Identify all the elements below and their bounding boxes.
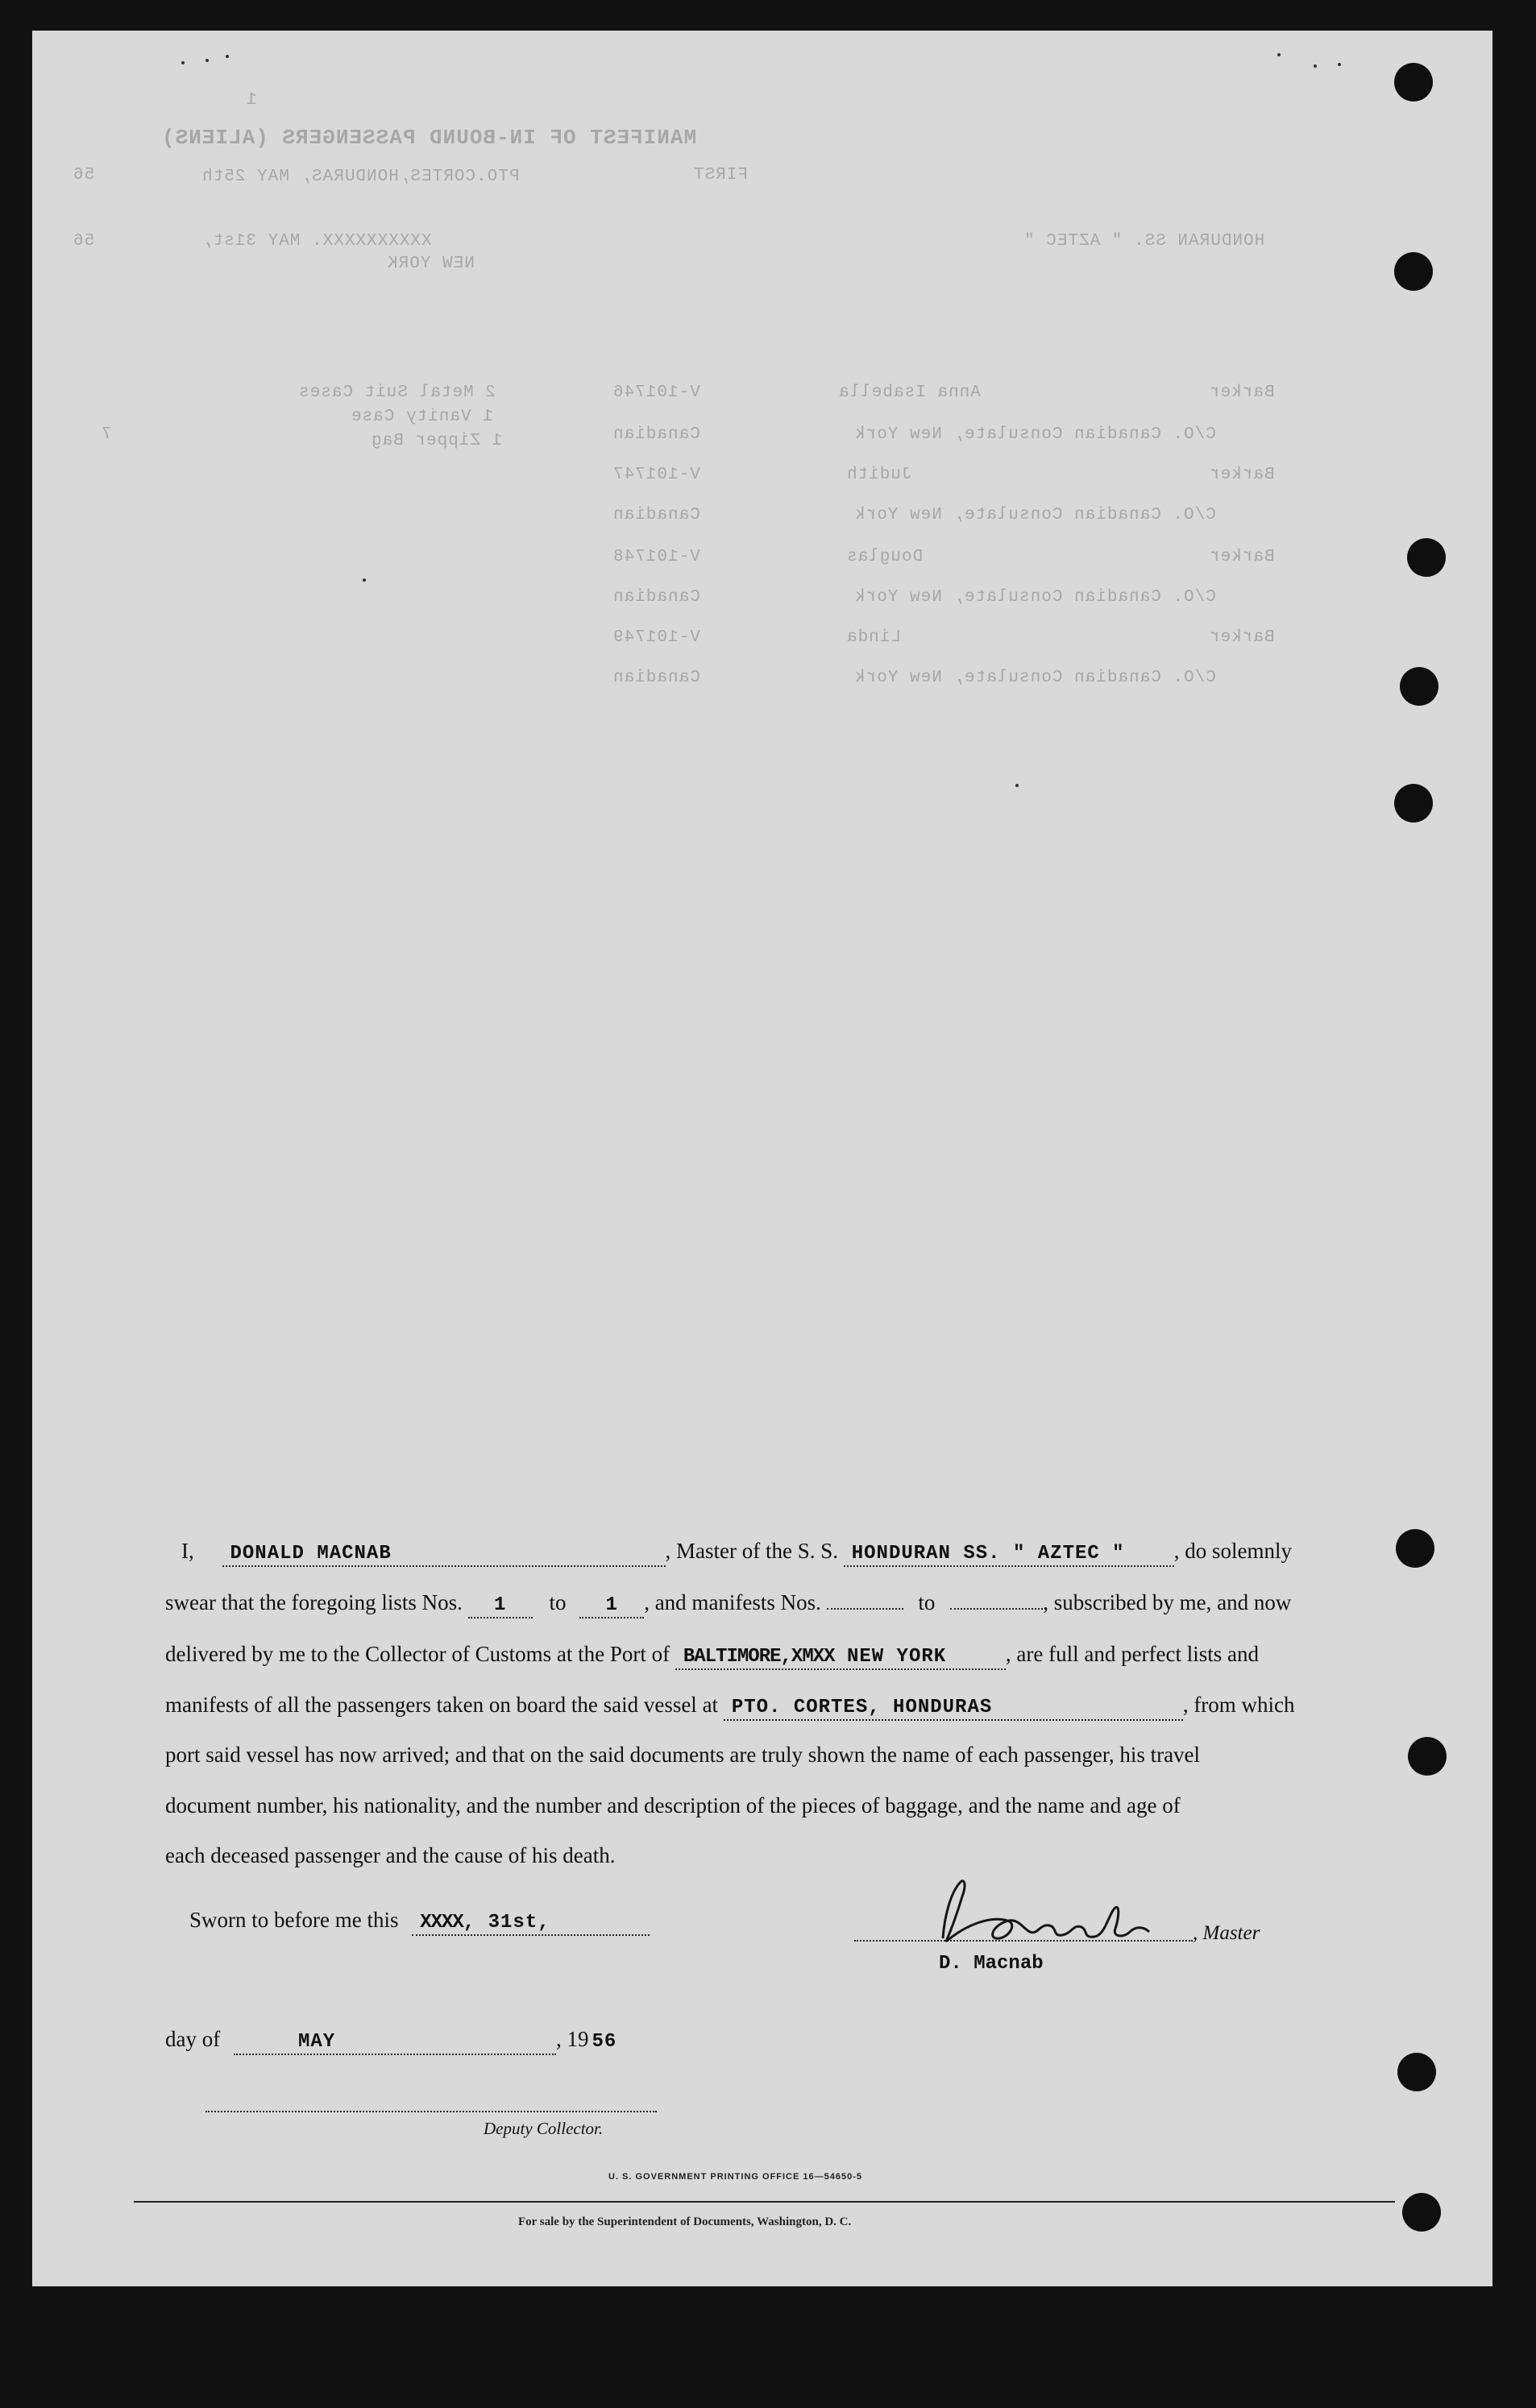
ink-speck (1314, 64, 1317, 68)
footer-rule (134, 2201, 1395, 2203)
ghost-row-surname: Barker (1209, 466, 1275, 484)
ghost-row-given: Judith (846, 466, 912, 484)
sworn-day-field (412, 1912, 650, 1936)
ink-speck (1338, 63, 1341, 66)
ghost-ship: HONDURAN SS. " AZTEC " (1023, 232, 1265, 251)
oath-line-2: swear that the foregoing lists Nos. 1 to 1 , and manifests Nos. to , subscribed by me, and now (165, 1590, 1291, 1618)
ghost-year-top: 56 (73, 166, 95, 184)
ghost-row-surname: C/O. Canadian Consulate, New York (854, 588, 1216, 607)
ink-speck (1015, 784, 1019, 787)
punch-hole (1400, 667, 1438, 706)
ghost-row-doc: V-101746 (612, 383, 700, 402)
ghost-row-doc: Canadian (612, 425, 700, 444)
day-value: , 31st, (463, 1912, 550, 1933)
ghost-row-doc: Canadian (612, 669, 700, 687)
ghost-row-baggage: 1 Vanity Case (351, 408, 493, 426)
manifest-to-field (950, 1608, 1043, 1610)
day-of-line: day of MAY , 19 56 (165, 2027, 636, 2055)
ghost-row-surname: Barker (1209, 548, 1275, 566)
ghost-row-surname: Barker (1209, 628, 1275, 647)
ink-speck (205, 59, 209, 62)
oath-line-1: I, DONALD MACNAB , Master of the S. S. HONDURAN SS. " AZTEC " , do solemnly (181, 1539, 1292, 1567)
for-sale-note: For sale by the Superintendent of Documents, Washington, D. C. (518, 2215, 852, 2228)
oath-line-3: delivered by me to the Collector of Customs at the Port of BALTIMORE,XMXX NEW YORK , are full and perfect lists and (165, 1642, 1259, 1670)
list-to-field: 1 (579, 1594, 644, 1618)
ghost-row-doc: V-101747 (612, 466, 700, 484)
master-name-field: DONALD MACNAB (222, 1543, 666, 1567)
punch-hole (1407, 538, 1446, 577)
port-value: NEW YORK (846, 1646, 947, 1668)
ink-speck (226, 55, 229, 58)
punch-hole (1394, 63, 1433, 102)
deputy-collector-line (205, 2111, 657, 2112)
ghost-row-surname: C/O. Canadian Consulate, New York (854, 506, 1216, 524)
oath-line-4: manifests of all the passengers taken on board the said vessel at PTO. CORTES, HONDURAS , from which (165, 1693, 1295, 1721)
ghost-row-doc: V-101748 (612, 548, 700, 566)
struck-port: BALTIMORE,XMXX (683, 1646, 835, 1668)
oath-line-6: document number, his nationality, and the number and description of the pieces of baggage, and the name and age of (165, 1793, 1181, 1817)
list-from-field: 1 (468, 1594, 533, 1618)
ghost-row-surname: C/O. Canadian Consulate, New York (854, 669, 1216, 687)
origin-port-field: PTO. CORTES, HONDURAS (724, 1697, 1183, 1721)
ship-name-field: HONDURAN SS. " AZTEC " (844, 1543, 1174, 1567)
master-label: , Master (1193, 1922, 1260, 1944)
ghost-row-baggage: 1 Zipper Bag (371, 432, 503, 450)
manifest-page (32, 31, 1492, 2286)
ghost-arrival-port: NEW YORK (387, 255, 475, 273)
ghost-row-baggage: 2 Metal Suit Cases (298, 383, 496, 402)
struck-day: XXXX (420, 1912, 463, 1933)
port-field (675, 1646, 1006, 1670)
punch-hole (1397, 2053, 1436, 2091)
ghost-row-doc: Canadian (612, 588, 700, 607)
ghost-year-second: 56 (73, 232, 95, 251)
punch-hole (1394, 784, 1433, 823)
gpo-imprint: U. S. GOVERNMENT PRINTING OFFICE 16—54650-5 (608, 2172, 863, 2182)
punch-hole (1408, 1737, 1447, 1776)
manifest-from-field (827, 1608, 903, 1610)
sworn-line: Sworn to before me this XXXX, 31st, (189, 1908, 650, 1936)
oath-line-5: port said vessel has now arrived; and that on the said documents are truly shown the name of each passenger, his travel (165, 1743, 1201, 1767)
master-signature (919, 1867, 1185, 1964)
ghost-port-date: PTO.CORTES,HONDURAS, MAY 25th (201, 168, 520, 186)
ghost-row-surname: C/O. Canadian Consulate, New York (854, 425, 1216, 444)
punch-hole (1394, 252, 1433, 291)
punch-hole (1396, 1529, 1434, 1568)
ghost-heading: MANIFEST OF IN-BOUND PASSENGERS (ALIENS) (161, 126, 697, 150)
punch-hole (1402, 2193, 1441, 2232)
ghost-class: FIRST (693, 166, 749, 184)
ghost-arrival: XXXXXXXXXX. MAY 31st, (201, 232, 432, 251)
ghost-row-given: Anna Isabella (838, 383, 981, 402)
year-field: 56 (592, 2031, 617, 2053)
deputy-collector-label: Deputy Collector. (484, 2119, 604, 2138)
month-field: MAY (234, 2031, 556, 2055)
master-signature-line (854, 1940, 1193, 1942)
ghost-row-doc: V-101749 (612, 628, 700, 647)
ink-speck (181, 61, 185, 64)
ghost-row-given: Douglas (846, 548, 924, 566)
ghost-list-no: 1 (246, 91, 257, 110)
ghost-row-doc: Canadian (612, 506, 700, 524)
ink-speck (363, 578, 366, 582)
ghost-margin-mark: 7 (101, 425, 112, 444)
ghost-row-given: Linda (846, 628, 902, 647)
ink-speck (1277, 53, 1281, 56)
master-typed-name: D. Macnab (939, 1953, 1044, 1975)
oath-line-7: each deceased passenger and the cause of his death. (165, 1843, 616, 1867)
ghost-row-surname: Barker (1209, 383, 1275, 402)
